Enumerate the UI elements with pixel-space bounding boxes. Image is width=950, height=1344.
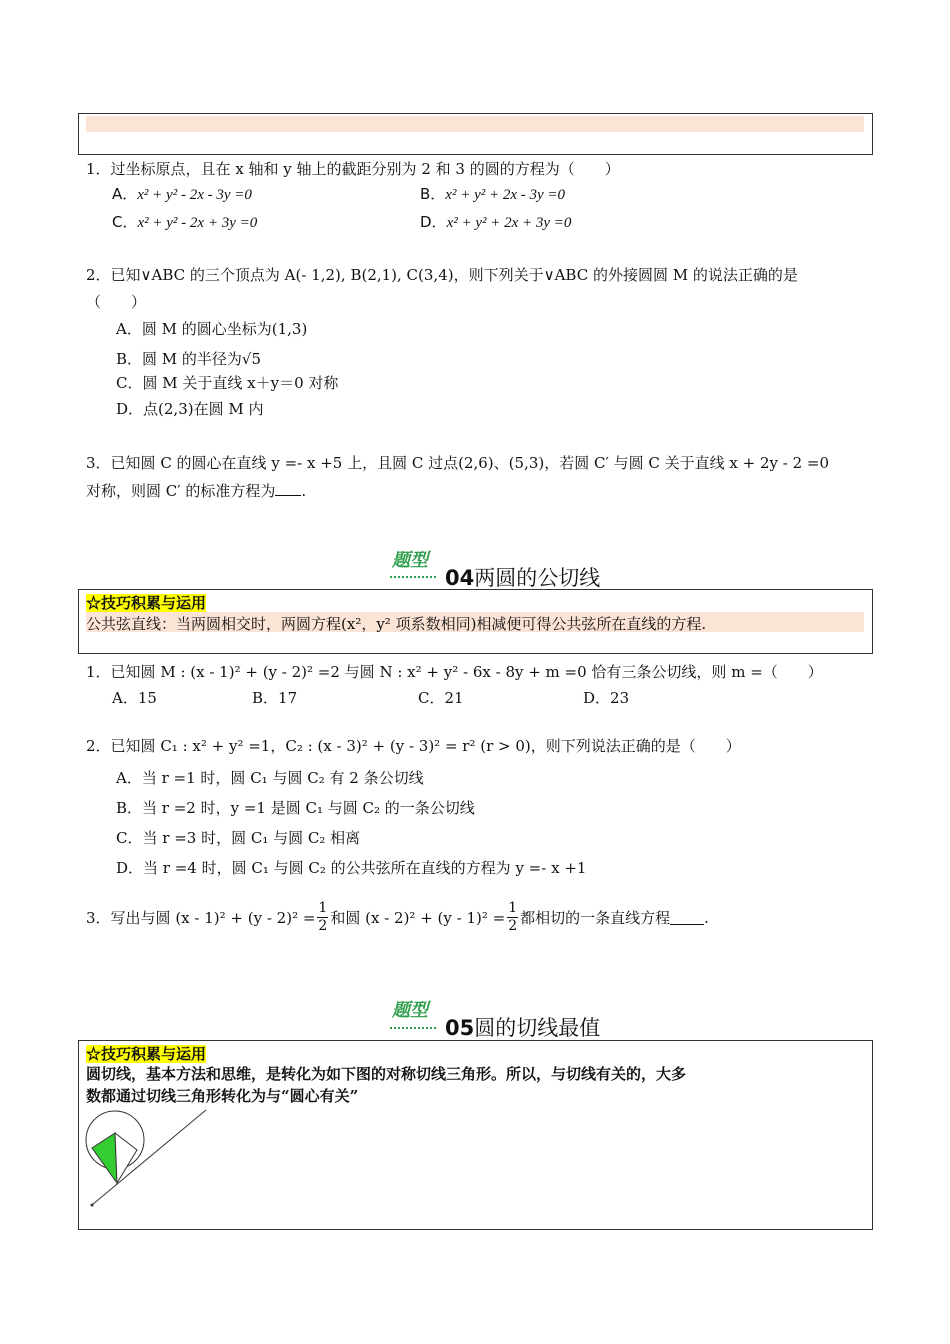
section-04-title: 04两圆的公切线 <box>445 566 601 590</box>
answer-blank[interactable] <box>275 481 301 496</box>
fraction-2: $\frac{1}{2}$ <box>508 900 518 934</box>
s4-question-3: 3． 写出与圆 (x - 1)² + (y - 2)² = $\frac{1}{2}$ 和圆 (x - 2)² + (y - 1)² = $\frac{1}{2}$ 都相切的一条直线方程 . <box>86 900 709 934</box>
q2-option-c: C．圆 M 关于直线 x＋y＝0 对称 <box>116 374 339 392</box>
section-05-tip-line2: 数都通过切线三角形转化为与“圆心有关” <box>86 1087 359 1105</box>
section-04-label: 题型 <box>392 550 428 571</box>
diagram-point <box>91 1204 94 1207</box>
tangent-triangle-diagram <box>82 1108 212 1213</box>
option-c: C．x² + y² - 2x + 3y =0 <box>112 213 258 231</box>
section-04-dash <box>390 576 436 578</box>
s4-q1-option-c: C．21 <box>418 689 464 707</box>
s4-q2-option-d: D．当 r =4 时，圆 C₁ 与圆 C₂ 的公共弦所在直线的方程为 y =- x +1 <box>116 859 587 877</box>
question-2-line2: （ ） <box>86 293 147 311</box>
q2-option-b: B．圆 M 的半径为√5 <box>116 350 262 368</box>
s4-q1-option-a: A．15 <box>112 689 157 707</box>
question-1: 1．过坐标原点，且在 x 轴和 y 轴上的截距分别为 2 和 3 的圆的方程为（ ） <box>86 160 620 178</box>
s4-q1-option-b: B．17 <box>252 689 298 707</box>
option-b: B．x² + y² + 2x - 3y =0 <box>420 185 566 203</box>
s4-q1-option-d: D．23 <box>583 689 630 707</box>
answer-blank-2[interactable] <box>670 910 704 925</box>
s4-q2-option-b: B．当 r =2 时，y =1 是圆 C₁ 与圆 C₂ 的一条公切线 <box>116 799 475 817</box>
section-05-tip-heading: ☆技巧积累与运用 <box>86 1045 207 1063</box>
s4-q2-option-c: C．当 r =3 时，圆 C₁ 与圆 C₂ 相离 <box>116 829 361 847</box>
option-a: A．x² + y² - 2x - 3y =0 <box>112 185 252 203</box>
section-04-tip-text: 公共弦直线：当两圆相交时，两圆方程(x²，y² 项系数相同)相减便可得公共弦所在直线的方程. <box>86 615 707 633</box>
question-3-line2: 对称，则圆 C′ 的标准方程为 . <box>86 482 307 500</box>
section-05-title: 05圆的切线最值 <box>445 1016 601 1040</box>
tangent-triangle-2 <box>115 1133 137 1183</box>
s4-question-2: 2．已知圆 C₁ : x² + y² =1，C₂ : (x - 3)² + (y - 3)² = r² (r > 0)，则下列说法正确的是（ ） <box>86 737 741 755</box>
top-tip-band <box>86 116 864 132</box>
q2-option-d: D．点(2,3)在圆 M 内 <box>116 400 264 418</box>
section-05-dash <box>390 1027 436 1029</box>
option-d: D．x² + y² + 2x + 3y =0 <box>420 213 572 231</box>
section-05-tip-line1: 圆切线，基本方法和思维，是转化为如下图的对称切线三角形。所以，与切线有关的，大多 <box>86 1065 687 1083</box>
section-05-label: 题型 <box>392 1000 428 1021</box>
question-2: 2．已知∨ABC 的三个顶点为 A(- 1,2), B(2,1), C(3,4)，则下列关于∨ABC 的外接圆圆 M 的说法正确的是 <box>86 266 798 284</box>
s4-question-1: 1．已知圆 M : (x - 1)² + (y - 2)² =2 与圆 N : x² + y² - 6x - 8y + m =0 恰有三条公切线，则 m =（ ） <box>86 663 823 681</box>
tangent-triangle <box>92 1133 117 1183</box>
section-04-tip-heading: ☆技巧积累与运用 <box>86 594 207 612</box>
q2-option-a: A．圆 M 的圆心坐标为(1,3) <box>116 320 308 338</box>
s4-q2-option-a: A．当 r =1 时，圆 C₁ 与圆 C₂ 有 2 条公切线 <box>116 769 424 787</box>
fraction-1: $\frac{1}{2}$ <box>318 900 328 934</box>
question-3: 3．已知圆 C 的圆心在直线 y =- x +5 上，且圆 C 过点(2,6)、(5,3)，若圆 C′ 与圆 C 关于直线 x + 2y - 2 =0 <box>86 454 830 472</box>
